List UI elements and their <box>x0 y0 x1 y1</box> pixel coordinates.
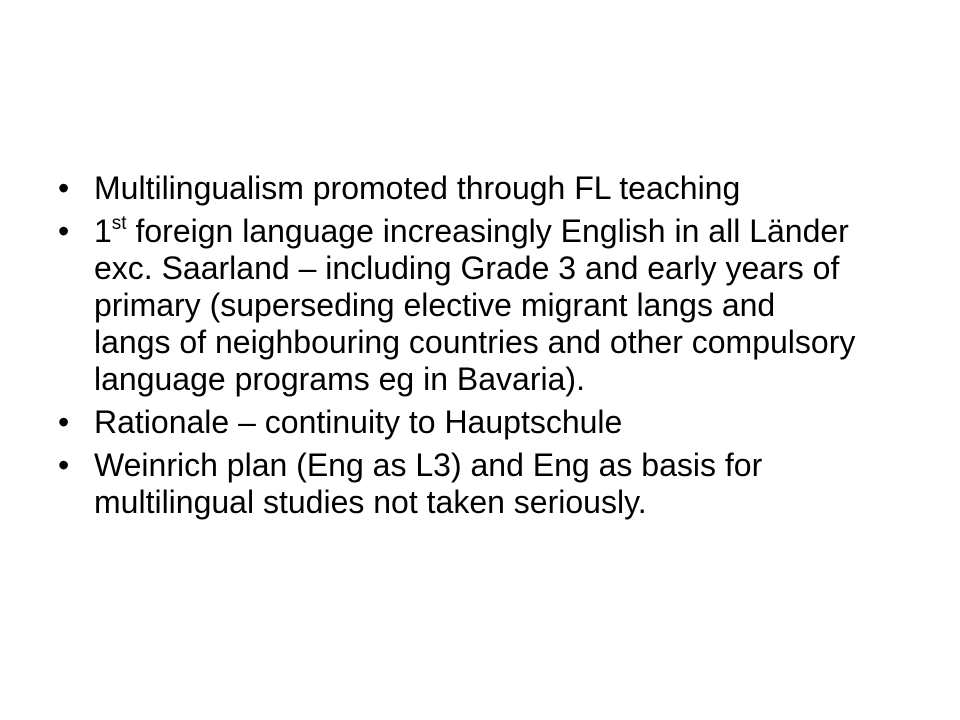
bullet-item-1 <box>58 170 858 207</box>
bullet-marker: • <box>58 447 70 483</box>
bullet-item-3 <box>58 404 858 441</box>
bullet-text: Rationale – continuity to Hauptschule <box>94 404 623 440</box>
bullet-text: Multilingualism promoted through FL teaching <box>94 170 741 206</box>
ordinal-superscript: st <box>111 213 127 234</box>
bullet-list <box>58 170 858 527</box>
bullet-marker: • <box>58 213 70 249</box>
bullet-marker: • <box>58 170 70 206</box>
bullet-lead-number: 1 <box>94 213 112 249</box>
bullet-text: foreign language increasingly English in all Länder exc. Saarland – including Grade 3 and early years of primary (superseding elective migrant langs and langs of neighbouring countries and other compulsory language programs eg in Bavaria). <box>94 213 856 397</box>
bullet-text: Weinrich plan (Eng as L3) and Eng as basis for multilingual studies not taken seriously. <box>94 447 763 520</box>
bullet-item-4 <box>58 447 858 521</box>
bullet-item-2 <box>58 213 858 398</box>
bullet-marker: • <box>58 404 70 440</box>
